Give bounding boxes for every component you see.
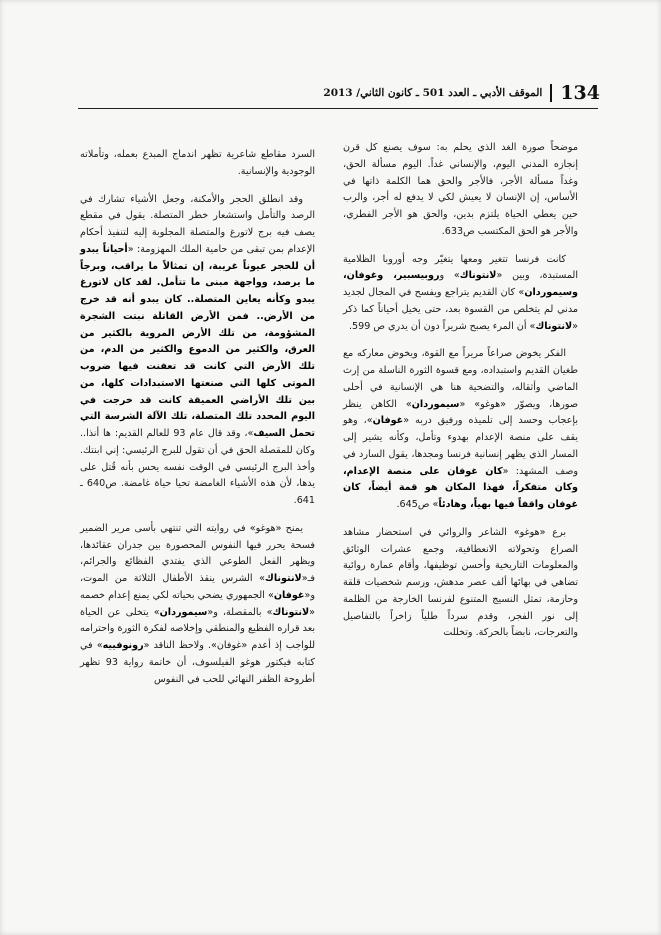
paragraph-5: السرد مقاطع شاعرية تظهر اندماج المبدع بعمله، وتأملاته الوجودية والإنسانية. bbox=[80, 149, 315, 177]
paragraph-6: وقد انطلق الحجر والأمكنة، وجعل الأشياء تشارك في الرصد والتأمل واستشعار خطر المتصلة. يقول في مقطع يصف فيه برج لاتورغ والمتصلة المجلوبة إليه لتنفيذ أحكام الإعدام بمن تبقى من حامية الملك المهزومة: «أحياناً يبدو أن للحجر عيوناً غريبة، إن تمثالاً ما يراقب، وبرجاً ما يرصد، وواجهة مبنى ما تتأمل. لقد كان لاتورغ يبدو وكأنه يعاين المتصلة.. كان يبدو أنه قد خرج من الأرض.. فمن الأرض القاتلة نبتت الشجرة المشؤومة، من تلك الأرض المروية بالكثير من العرق، والكثير من الدموع والكثير من الدم، من تلك الأرض التي كانت قد تعفنت فيها ضروب الموتى كلها التي صنعتها الاستبدادات كلها، من بين تلك الأراضي العميقة كانت قد خرجت في اليوم المحدد تلك المتصلة، تلك الآلة الشرسة التي تحمل السيف»، وقد قال عام 93 للعالم القديم: ها أنذا.. وكان للمقصلة الحق في أن تقول للبرج الرئيسي: إني ابنتك. وأخذ البرج الرئيسي في الوقت نفسه يحس بأنه قُتل على يدها، لأن هذه الأشياء الغامضة تحيا حياة غامضة. ص640 ـ 641. bbox=[80, 193, 315, 506]
paragraph-3: الفكر يخوض صراعاً مريراً مع القوة، ويخوض معاركه مع طغيان القديم واستبداده، ومع قسوة الثورة الناسلة من إرث الماضي وأثقاله، والتضحية هنا هي الإنسانية في أحلى صورها، ويصوّر «هوغو» «سيموردان» الكاهن ينظر بإعجاب وحسد إلى تلميذه ورفيق دربه «غوفان»، وهو يقف على منصة الإعدام بهدوء وتأمل، وكأنه يشير إلى المسار الذي يظهر إنسانية فرنسا ومجدها، يقول السارد في وصف المشهد: «كان غوفان على منصة الإعدام، وكان متفكراً، فهذا المكان هو قمة أيضاً، كان غوفان واقفاً فيها بهياً، وهادئاً» ص645. bbox=[343, 348, 578, 510]
paragraph-4: برع «هوغو» الشاعر والروائي في استحضار مشاهد الصراع وتحولاته الانعطافية، وجمع عشرات الوثائق والمعلومات التاريخية وأحسن توظيفها، وأقام عمارة روائية تضاهي في بهائها ألف عصر مدهش، ورسم شخصيات قلقة وحازمة، تمثل النسيج المتنوع لفرنسا الخارجة من الظلمة إلى نور الفجر، وقدم سرداً طلياً زاخراً بالتفاصيل والتعرجات، نابضاً بالحركة. وتخللت bbox=[343, 526, 578, 639]
left-column bbox=[80, 147, 315, 699]
paragraph-2: كانت فرنسا تتغير ومعها يتغيّر وجه أوروبا الظلامية المستبدة، وبين «لانتوناك» وروبيسبير، وغوفان، وسيموردان» كان القديم يتراجع ويفسح في المجال لجديد مدني لم يتخلص من القسوة بعد، حتى يخيل أحياناً كما ذكر «لانتوناك» أن المرء يصبح شريراً دون أن يدري ص 599. bbox=[343, 253, 578, 332]
header-separator bbox=[550, 84, 552, 102]
header-rule bbox=[78, 108, 598, 109]
issue-line: الموقف الأدبي ـ العدد 501 ـ كانون الثاني/ 2013 bbox=[323, 87, 543, 99]
page-header bbox=[300, 82, 600, 104]
page-number: 134 bbox=[560, 82, 600, 104]
paragraph-1: موضحاً صورة الغد الذي يحلم به: سوف يصنع كل قرن إنجازه المدني اليوم، والإنساني غداً. اليوم مسألة الحق، وغداً مسألة الأجر، فالأجر والحق هما الكلمة ذاتها في الأساس، إن الإنسان لا يعيش لكي لا يدفع له أجر، والرب حين يعطي الحياة يلتزم بدين، والحق هو الأجر الفطري، والأجر هو الحق المكتسب ص633. bbox=[343, 142, 578, 237]
right-column bbox=[343, 140, 578, 653]
paragraph-7: يمنح «هوغو» في روايته التي تنتهي بأسى مرير الضمير فسحة يحرر فيها النفوس المحصورة بين جدران عقائدها، ويظهر الفعل الطوعي الذي يفتدي الفظائع والجرائم، فـ«لانتوناك» الشرس ينقذ الأطفال الثلاثة من الموت، و«غوفان» الجمهوري يضحي بحياته لكي يمنع إعدام خصمه «لانتوناك» بالمقصلة، و«سيموردان» يتخلى عن الحياة بعد قراره الفظيع والمنطقي وإخلاصه لفكرة الثورة واحترامه للواجب إذ أعدم «غوفان». ولاحظ الناقد «رونوفييه» في كتابه فيكتور هوغو الفيلسوف، أن خاتمة رواية 93 تظهر أطروحة الظفر النهائي للحب في النفوس bbox=[80, 522, 316, 685]
